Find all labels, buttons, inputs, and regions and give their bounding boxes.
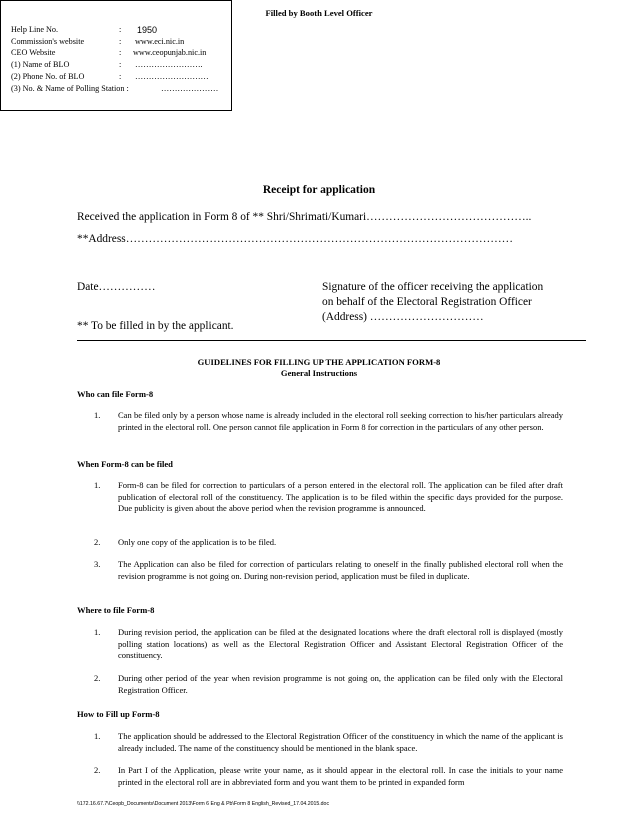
blo-name-label: (1) Name of BLO — [11, 60, 70, 69]
helpline-label: Help Line No. — [11, 25, 59, 34]
guidelines-subtitle: General Instructions — [280, 368, 358, 378]
received-line: Received the application in Form 8 of ** Shri/Shrimati/Kumari…………………………………….. — [77, 211, 532, 223]
item-number: 1. — [94, 480, 101, 490]
blo-info-box — [0, 0, 373, 111]
blo-name-value: ……………………. — [135, 60, 203, 69]
section-heading-when: When Form-8 can be filed — [77, 459, 173, 469]
commission-website-value: www.eci.nic.in — [135, 37, 185, 46]
item-number: 2. — [94, 673, 101, 683]
item-number: 1. — [94, 731, 101, 741]
colon: : — [119, 37, 122, 46]
list-item — [94, 559, 563, 582]
item-text: In Part I of the Application, please write your name, as it should appear in the electoral roll. In case the initials to your name printed in the electoral roll are in abbreviated form and you want them to be printed in expanded form — [118, 765, 563, 787]
item-number: 2. — [94, 537, 101, 547]
list-item — [94, 765, 563, 788]
item-number: 1. — [94, 627, 101, 637]
item-text: During other period of the year when revision programme is not going on, the application can be filed only with the Electoral Registration Officer. — [118, 673, 563, 695]
item-number: 2. — [94, 765, 101, 775]
ceo-website-value: www.ceopunjab.nic.in — [133, 48, 207, 57]
applicant-note: ** To be filled in by the applicant. — [77, 320, 234, 332]
list-item — [94, 537, 563, 549]
list-item — [94, 627, 563, 662]
section-heading-where: Where to file Form-8 — [77, 605, 155, 615]
helpline-value: 1950 — [137, 25, 158, 35]
section-heading-how: How to Fill up Form-8 — [77, 709, 160, 719]
date-field: Date…………… — [77, 281, 156, 293]
ceo-website-label: CEO Website — [11, 48, 56, 57]
receipt-title: Receipt for application — [262, 184, 376, 196]
item-text: Form-8 can be filed for correction to particulars of a person entered in the electoral roll. The application can be filed after draft publication of electoral roll of the constituency. The application is to be filed within the specific days provided for the purpose. Due publicity is given about the above period when the revision programme is announced. — [118, 480, 563, 513]
list-item — [94, 673, 563, 696]
colon: : — [119, 25, 122, 34]
file-path-footer: \\172.16.67.7\Ceopb_Documents\Document 2013\Form 6 Eng & Pb\Form 8 English_Revised_17.04.2015.doc — [77, 801, 330, 807]
section-heading-who: Who can file Form-8 — [77, 389, 154, 399]
divider — [77, 340, 586, 341]
guidelines-title: GUIDELINES FOR FILLING UP THE APPLICATION FORM-8 — [197, 357, 441, 367]
blo-phone-label: (2) Phone No. of BLO — [11, 72, 85, 81]
colon: : — [119, 48, 122, 57]
item-number: 3. — [94, 559, 101, 569]
polling-station-label: (3) No. & Name of Polling Station : — [11, 84, 129, 93]
colon: : — [119, 72, 122, 81]
blo-box-title: Filled by Booth Level Officer — [265, 8, 373, 18]
signature-line-1: Signature of the officer receiving the application — [322, 281, 544, 293]
item-text: The application should be addressed to the Electoral Registration Officer of the constituency in which the name of the applicant is already included. The name of the constituency should be mentioned in the blank space. — [118, 731, 563, 753]
signature-line-3: (Address) ………………………… — [322, 311, 484, 323]
item-text: Only one copy of the application is to be filed. — [118, 537, 277, 547]
list-item — [94, 410, 563, 433]
item-text: Can be filed only by a person whose name is already included in the electoral roll seeking correction to his/her particulars already printed in the electoral roll. One person cannot file application in Form 8 for correction in the particulars of any other person. — [118, 410, 563, 432]
item-number: 1. — [94, 410, 101, 420]
colon: : — [119, 60, 122, 69]
list-item — [94, 731, 563, 754]
list-item — [94, 480, 563, 515]
item-text: The Application can also be filed for correction of particulars relating to oneself in the finally published electoral roll when the revision programme is not going on. During non-revision period, application must be filed in duplicate. — [118, 559, 563, 581]
blo-phone-value: ……………………… — [135, 72, 209, 81]
item-text: During revision period, the application can be filed at the designated locations where the draft electoral roll is displayed (mostly polling station locations) as well as the Electoral Registration Officer and Assistant Electoral Registration Officer of the constituency. — [118, 627, 563, 660]
commission-website-label: Commission's website — [11, 37, 85, 46]
polling-station-value: ………………… — [161, 84, 219, 93]
address-line: **Address………………………………………………………………………………………… — [77, 233, 514, 245]
signature-line-2: on behalf of the Electoral Registration Officer — [322, 296, 532, 308]
